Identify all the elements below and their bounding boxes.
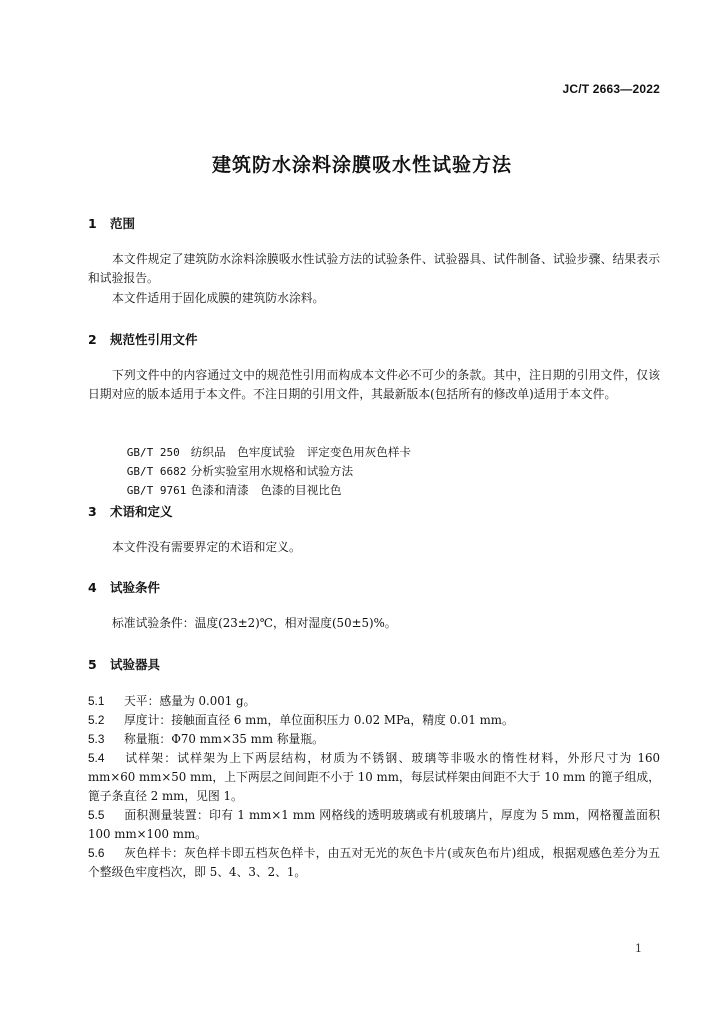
apparatus-item [88,844,660,882]
standard-code: JC/T 2663—2022 [562,82,660,96]
paragraph-scope-1: 本文件规定了建筑防水涂料涂膜吸水性试验方法的试验条件、试验器具、试件制备、试验步骤、结果表示和试验报告。 [88,252,660,285]
reference-code: GB/T 6682 [126,465,187,478]
apparatus-item [88,692,660,711]
section-number: 2 [88,332,97,347]
clause-number: 5.2 [88,713,105,727]
reference-code: GB/T 250 [126,446,180,459]
clause-number: 5.1 [88,694,105,708]
reference-title: 纺织品 色牢度试验 评定变色用灰色样卡 [190,445,412,459]
clause-text: 称量瓶：Φ70 mm×35 mm 称量瓶。 [124,732,324,746]
clause-number: 5.4 [88,751,105,765]
apparatus-item [88,749,660,806]
section-title: 术语和定义 [110,504,173,519]
apparatus-item [88,730,660,749]
paragraph-normative-1: 下列文件中的内容通过文中的规范性引用而构成本文件必不可少的条款。其中，注日期的引用文件，仅该日期对应的版本适用于本文件。不注日期的引用文件，其最新版本(包括所有的修改单)适用于本文件。 [88,368,660,401]
section-number: 4 [88,580,97,595]
reference-code: GB/T 9761 [126,484,187,497]
section-heading-scope [88,214,135,232]
clause-number: 5.6 [88,846,105,860]
clause-text: 试样架：试样架为上下两层结构，材质为不锈钢、玻璃等非吸水的惰性材料，外形尺寸为 160 mm×60 mm×50 mm，上下两层之间间距不小于 10 mm，每层试样架由间距不大于 10 mm 的篦子组成，篦子条直径 2 mm，见图 1。 [88,751,660,803]
section-heading-terms [88,502,173,520]
document-title: 建筑防水涂料涂膜吸水性试验方法 [211,154,512,176]
section-title: 试验条件 [110,580,161,595]
apparatus-item [88,711,660,730]
reference-title: 色漆和清漆 色漆的目视比色 [190,483,342,497]
section-number: 3 [88,504,97,519]
apparatus-item [88,806,660,844]
paragraph-scope-2: 本文件适用于固化成膜的建筑防水涂料。 [112,291,325,305]
clause-text: 厚度计：接触面直径 6 mm，单位面积压力 0.02 MPa，精度 0.01 mm。 [124,713,514,727]
paragraph-conditions-1: 标准试验条件：温度(23±2)℃，相对湿度(50±5)%。 [112,616,397,630]
paragraph-terms-1: 本文件没有需要界定的术语和定义。 [112,540,301,554]
clause-text: 面积测量装置：印有 1 mm×1 mm 网格线的透明玻璃或有机玻璃片，厚度为 5 mm，网格覆盖面积 100 mm×100 mm。 [88,808,660,841]
clause-number: 5.3 [88,732,105,746]
section-title: 范围 [110,216,136,231]
section-number: 1 [88,216,97,231]
section-title: 试验器具 [110,657,161,672]
clause-number: 5.5 [88,808,105,822]
section-heading-apparatus [88,655,160,673]
page-number: 1 [635,942,642,955]
clause-text: 灰色样卡：灰色样卡即五档灰色样卡，由五对无光的灰色卡片(或灰色布片)组成，根据观感色差分为五个整级色牢度档次，即 5、4、3、2、1。 [88,846,660,879]
reference-title: 分析实验室用水规格和试验方法 [190,464,354,478]
section-title: 规范性引用文件 [110,332,198,347]
section-number: 5 [88,657,97,672]
section-heading-normative [88,330,198,348]
section-heading-conditions [88,578,160,596]
clause-text: 天平：感量为 0.001 g。 [124,694,256,708]
